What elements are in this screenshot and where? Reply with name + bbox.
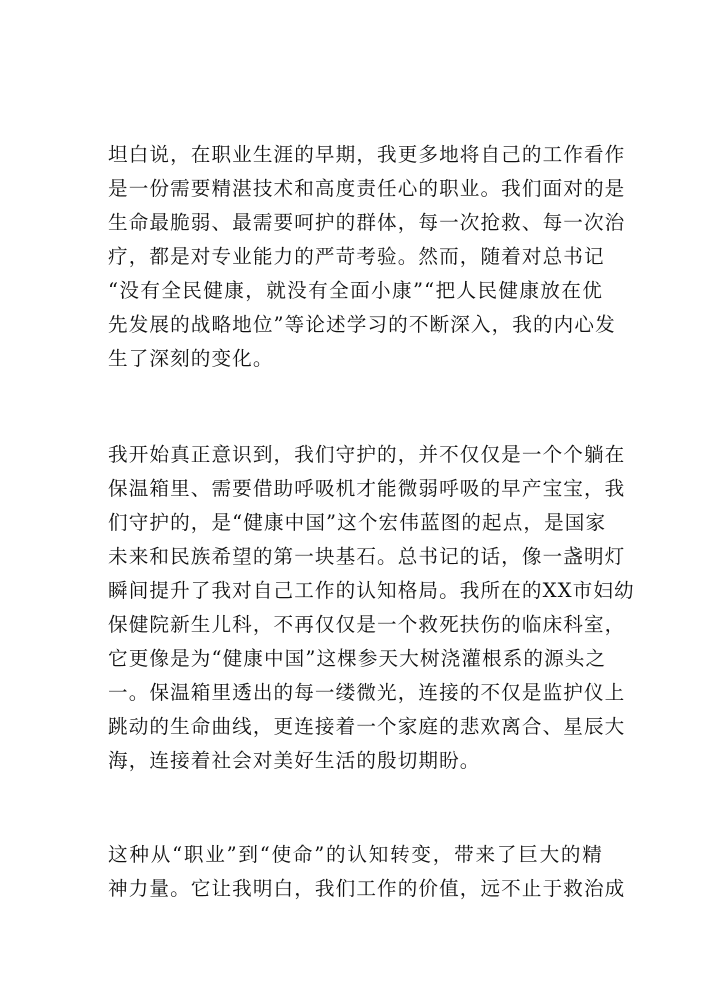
paragraph-line: 保温箱里、需要借助呼吸机才能微弱呼吸的早产宝宝，我 xyxy=(108,477,626,500)
paragraph-line: 它更像是为“健康中国”这棵参天大树浇灌根系的源头之 xyxy=(108,647,607,670)
paragraph-line: 坦白说，在职业生涯的早期，我更多地将自己的工作看作 xyxy=(108,143,626,166)
paragraph-line: 神力量。它让我明白，我们工作的价值，远不止于救治成 xyxy=(108,877,626,900)
paragraph-line: 生命最脆弱、最需要呵护的群体，每一次抢救、每一次治 xyxy=(108,211,626,234)
paragraph-2 xyxy=(108,438,635,778)
paragraph-line: 保健院新生儿科，不再仅仅是一个救死扶伤的临床科室， xyxy=(108,613,626,636)
paragraph-line: 是一份需要精湛技术和高度责任心的职业。我们面对的是 xyxy=(108,177,626,200)
paragraph-line: 这种从“职业”到“使命”的认知转变，带来了巨大的精 xyxy=(108,843,603,866)
paragraph-line: 海，连接着社会对美好生活的殷切期盼。 xyxy=(108,749,481,772)
paragraph-line: 瞬间提升了我对自己工作的认知格局。我所在的XX市妇幼 xyxy=(108,579,635,602)
paragraph-line: 生了深刻的变化。 xyxy=(108,347,274,370)
paragraph-line: 先发展的战略地位”等论述学习的不断深入，我的内心发 xyxy=(108,313,616,336)
paragraph-line: 们守护的，是“健康中国”这个宏伟蓝图的起点，是国家 xyxy=(108,511,607,534)
paragraph-line: 一。保温箱里透出的每一缕微光，连接的不仅是监护仪上 xyxy=(108,681,626,704)
paragraph-line: 我开始真正意识到，我们守护的，并不仅仅是一个个躺在 xyxy=(108,443,626,466)
paragraph-line: 未来和民族希望的第一块基石。总书记的话，像一盏明灯 xyxy=(108,545,626,568)
paragraph-3 xyxy=(108,838,626,906)
paragraph-1 xyxy=(108,138,626,376)
paragraph-line: 疗，都是对专业能力的严苛考验。然而，随着对总书记 xyxy=(108,245,605,268)
paragraph-line: 跳动的生命曲线，更连接着一个家庭的悲欢离合、星辰大 xyxy=(108,715,626,738)
paragraph-line: “没有全民健康，就没有全面小康”“把人民健康放在优 xyxy=(108,279,603,302)
